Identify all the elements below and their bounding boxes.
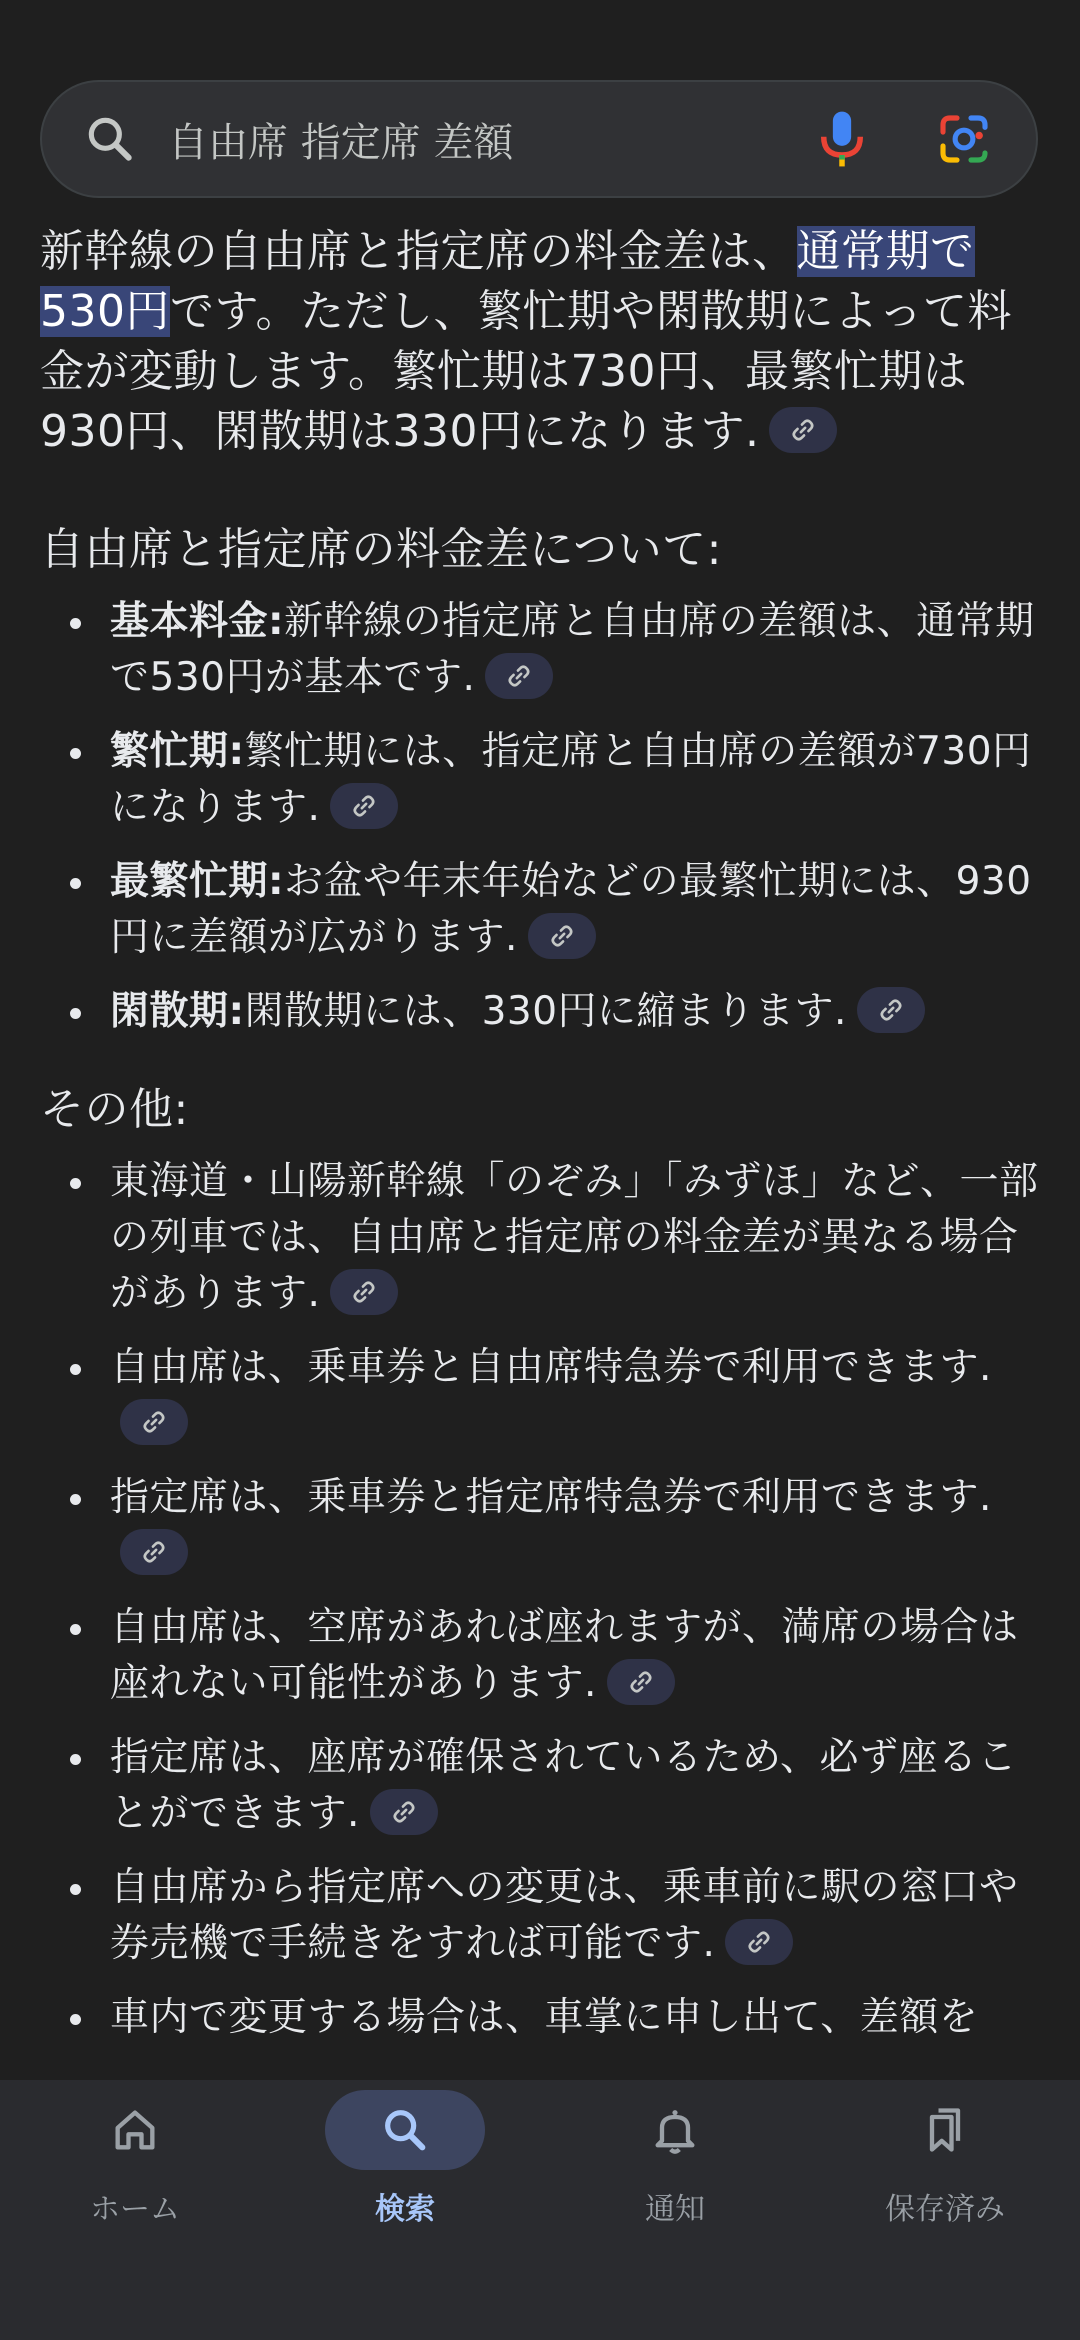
summary-text-2: です。ただし、繁忙期や閑散期によって料金が変動します。繁忙期は730円、最繁忙期は930円、閑散期は330円になります. (40, 286, 1012, 457)
search-icon[interactable] (82, 111, 138, 167)
list-item (110, 1340, 1040, 1452)
nav-label-notifications: 通知 (645, 2192, 705, 2227)
list-item (110, 1860, 1040, 1972)
mic-icon[interactable] (814, 107, 870, 171)
list-item (110, 724, 1040, 836)
summary-highlight: 通常期で530円 (40, 226, 975, 337)
link-icon[interactable] (330, 783, 398, 829)
list-item-term: 最繁忙期: (110, 859, 285, 904)
link-icon[interactable] (120, 1399, 188, 1445)
list-item-text: 東海道・山陽新幹線「のぞみ」「みずほ」など、一部の列車では、自由席と指定席の料金差が異なる場合があります. (110, 1159, 1039, 1316)
link-icon[interactable] (528, 913, 596, 959)
section-heading-other: その他: (40, 1084, 189, 1135)
nav-item-saved[interactable] (810, 2080, 1080, 2340)
other-list (40, 1154, 1040, 2046)
link-icon[interactable] (607, 1659, 675, 1705)
home-icon (55, 2090, 215, 2170)
ai-overview (40, 222, 1040, 2064)
bookmarks-icon (865, 2090, 1025, 2170)
bell-icon (595, 2090, 755, 2170)
list-item (110, 594, 1040, 706)
list-item (110, 984, 1040, 1040)
list-item (110, 1600, 1040, 1712)
list-item (110, 1990, 1040, 2046)
list-item-term: 基本料金: (110, 599, 285, 644)
link-icon[interactable] (485, 653, 553, 699)
search-input[interactable]: 自由席 指定席 差額 (168, 119, 514, 166)
list-item-term: 繁忙期: (110, 729, 245, 774)
summary-paragraph (40, 222, 1040, 462)
price-difference-list (40, 594, 1040, 1040)
nav-label-saved: 保存済み (885, 2192, 1005, 2227)
list-item-term: 閑散期: (110, 989, 245, 1034)
link-icon[interactable] (857, 987, 925, 1033)
link-icon[interactable] (370, 1789, 438, 1835)
list-item-text: 自由席は、空席があれば座れますが、満席の場合は座れない可能性があります. (110, 1605, 1019, 1706)
list-item-text: 新幹線の指定席と自由席の差額は、通常期で530円が基本です. (110, 599, 1035, 700)
list-item (110, 1154, 1040, 1322)
link-icon[interactable] (120, 1529, 188, 1575)
nav-item-home[interactable] (0, 2080, 270, 2340)
list-item (110, 1730, 1040, 1842)
list-item-text: 指定席は、座席が確保されているため、必ず座ることができます. (110, 1735, 1017, 1836)
lens-icon[interactable] (936, 111, 992, 167)
link-icon[interactable] (330, 1269, 398, 1315)
list-item-text: 繁忙期には、指定席と自由席の差額が730円になります. (110, 729, 1032, 830)
bottom-navigation (0, 2080, 1080, 2340)
link-icon[interactable] (725, 1919, 793, 1965)
link-icon[interactable] (769, 407, 837, 453)
list-item (110, 1470, 1040, 1582)
list-item-text: お盆や年末年始などの最繁忙期には、930円に差額が広がります. (110, 859, 1032, 960)
nav-item-notifications[interactable] (540, 2080, 810, 2340)
nav-label-home: ホーム (90, 2192, 180, 2227)
summary-text-1: 新幹線の自由席と指定席の料金差は、 (40, 226, 797, 277)
section-heading-price-difference: 自由席と指定席の料金差について: (40, 524, 722, 575)
nav-item-search[interactable] (270, 2080, 540, 2340)
search-bar[interactable] (40, 80, 1038, 198)
list-item-text: 指定席は、乗車券と指定席特急券で利用できます. (110, 1475, 992, 1520)
list-item (110, 854, 1040, 966)
nav-label-search: 検索 (375, 2192, 435, 2227)
list-item-text: 自由席は、乗車券と自由席特急券で利用できます. (110, 1345, 992, 1390)
list-item-text: 自由席から指定席への変更は、乗車前に駅の窓口や券売機で手続きをすれば可能です. (110, 1865, 1019, 1966)
search-icon (325, 2090, 485, 2170)
list-item-text: 閑散期には、330円に縮まります. (244, 989, 847, 1034)
list-item-text: 車内で変更する場合は、車掌に申し出て、差額を (110, 1995, 979, 2040)
